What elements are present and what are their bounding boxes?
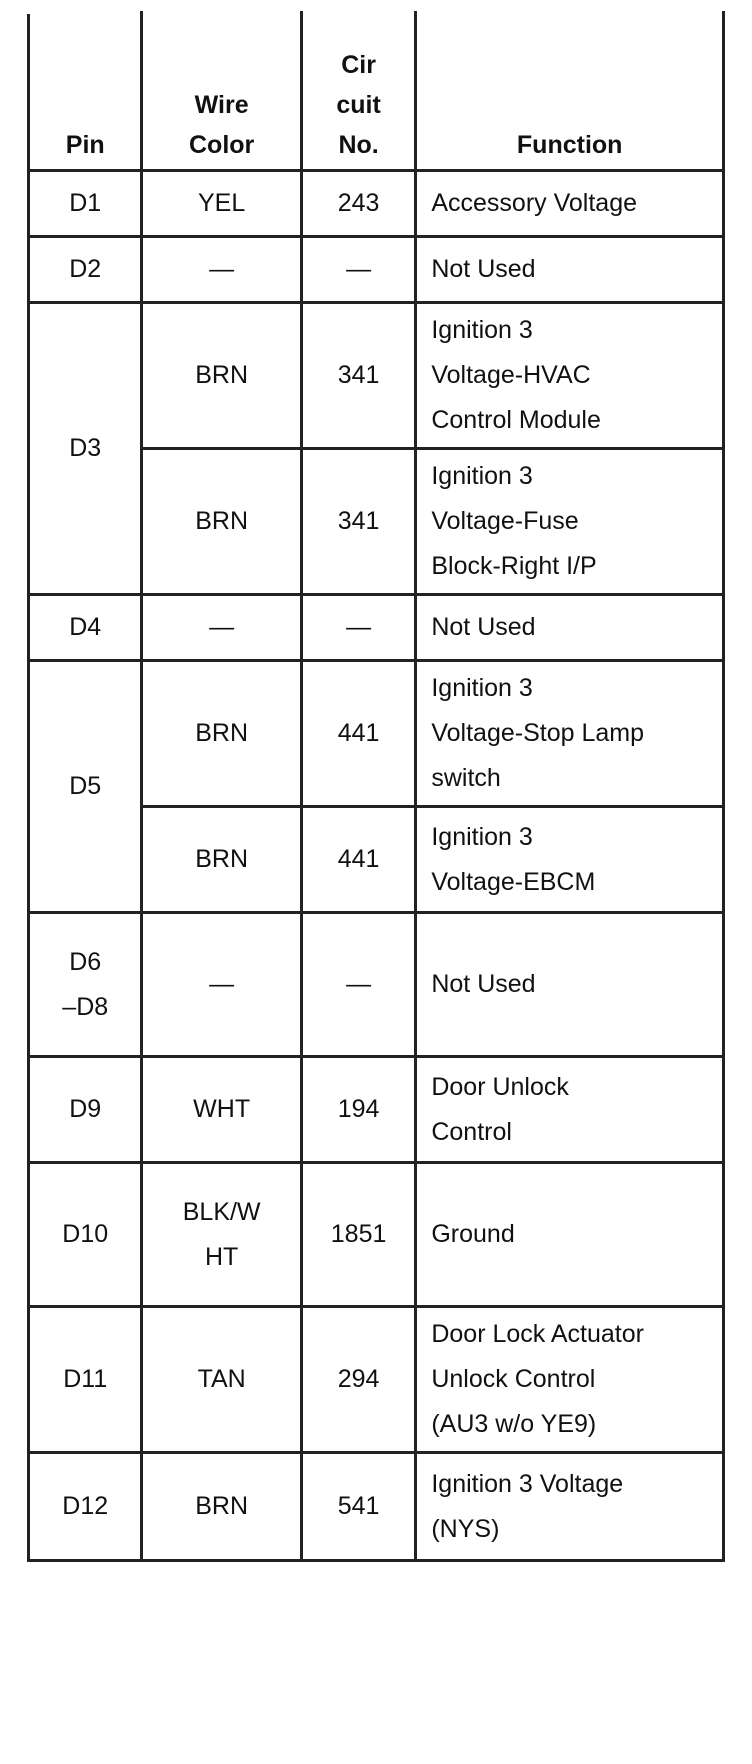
table-row <box>29 237 724 303</box>
table-row <box>29 595 724 661</box>
pin-cell: D9 <box>29 1057 142 1163</box>
circuit-cell: 243 <box>301 171 416 237</box>
circuit-cell: 341 <box>301 303 416 449</box>
wire-color-cell: TAN <box>142 1307 301 1453</box>
table-row <box>29 661 724 807</box>
pin-cell: D3 <box>29 303 142 595</box>
pin-cell: D1 <box>29 171 142 237</box>
header-function: Function <box>416 13 724 171</box>
table-row <box>29 913 724 1057</box>
function-cell: Ignition 3 Voltage (NYS) <box>416 1453 724 1561</box>
wire-color-cell: YEL <box>142 171 301 237</box>
wire-color-cell: BRN <box>142 661 301 807</box>
pin-cell: D11 <box>29 1307 142 1453</box>
circuit-cell: — <box>301 237 416 303</box>
header-pin: Pin <box>29 13 142 171</box>
wire-color-cell: BRN <box>142 303 301 449</box>
circuit-cell: — <box>301 913 416 1057</box>
function-cell: Ignition 3 Voltage-Fuse Block-Right I/P <box>416 449 724 595</box>
pin-cell: D2 <box>29 237 142 303</box>
circuit-cell: 1851 <box>301 1163 416 1307</box>
header-circuit-no: Cir cuit No. <box>301 13 416 171</box>
wire-color-cell: BLK/W HT <box>142 1163 301 1307</box>
table-row <box>29 1453 724 1561</box>
pin-cell: D10 <box>29 1163 142 1307</box>
wire-color-cell: — <box>142 595 301 661</box>
table-row <box>29 1307 724 1453</box>
circuit-cell: 194 <box>301 1057 416 1163</box>
wire-color-cell: BRN <box>142 1453 301 1561</box>
function-cell: Not Used <box>416 913 724 1057</box>
circuit-cell: 441 <box>301 661 416 807</box>
header-wire-color: Wire Color <box>142 13 301 171</box>
wire-color-cell: — <box>142 237 301 303</box>
pin-cell: D12 <box>29 1453 142 1561</box>
wire-color-cell: WHT <box>142 1057 301 1163</box>
wire-color-cell: BRN <box>142 449 301 595</box>
function-cell: Ignition 3 Voltage-EBCM <box>416 807 724 913</box>
wire-color-cell: BRN <box>142 807 301 913</box>
pin-cell: D5 <box>29 661 142 913</box>
pin-cell: D6 –D8 <box>29 913 142 1057</box>
function-cell: Ignition 3 Voltage-HVAC Control Module <box>416 303 724 449</box>
circuit-cell: 541 <box>301 1453 416 1561</box>
function-cell: Not Used <box>416 595 724 661</box>
table-row <box>29 1163 724 1307</box>
circuit-cell: 341 <box>301 449 416 595</box>
circuit-cell: — <box>301 595 416 661</box>
table-header-row <box>29 13 724 171</box>
function-cell: Ground <box>416 1163 724 1307</box>
function-cell: Accessory Voltage <box>416 171 724 237</box>
connector-pinout-table <box>27 11 725 1562</box>
function-cell: Door Unlock Control <box>416 1057 724 1163</box>
function-cell: Door Lock Actuator Unlock Control (AU3 w/o YE9) <box>416 1307 724 1453</box>
function-cell: Ignition 3 Voltage-Stop Lamp switch <box>416 661 724 807</box>
circuit-cell: 441 <box>301 807 416 913</box>
wire-color-cell: — <box>142 913 301 1057</box>
table-row <box>29 171 724 237</box>
function-cell: Not Used <box>416 237 724 303</box>
table-row <box>29 1057 724 1163</box>
pin-cell: D4 <box>29 595 142 661</box>
table-row <box>29 303 724 449</box>
circuit-cell: 294 <box>301 1307 416 1453</box>
